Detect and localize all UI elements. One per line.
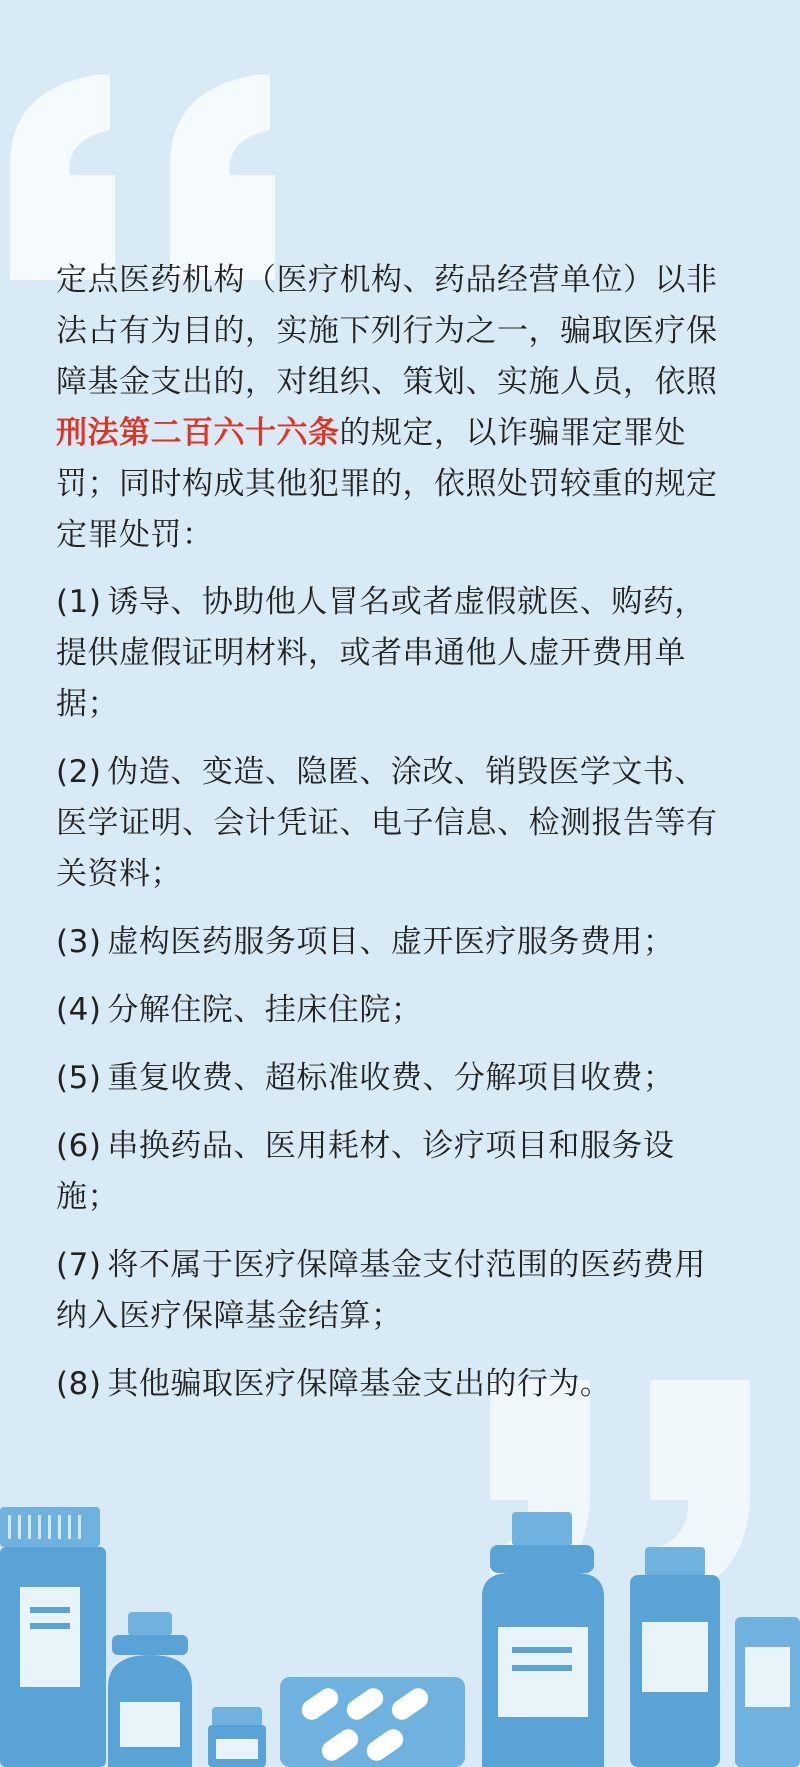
- item-text: 将不属于医疗保障基金支付范围的医药费用纳入医疗保障基金结算；: [56, 1247, 706, 1334]
- intro-paragraph: [56, 255, 736, 561]
- article-body: [56, 255, 736, 1427]
- item-number: (8): [56, 1366, 102, 1402]
- intro-before: 定点医药机构（医疗机构、药品经营单位）以非法占有为目的，实施下列行为之一，骗取医疗保障基金支出的，对组织、策划、实施人员，依照: [56, 262, 718, 400]
- tablet-bottle-icon: [630, 1547, 800, 1767]
- list-item: [56, 1240, 736, 1342]
- item-number: (6): [56, 1128, 102, 1164]
- medicine-bottles-illustration: [0, 1507, 800, 1767]
- list-item: [56, 1359, 736, 1410]
- item-number: (2): [56, 754, 102, 790]
- item-number: (3): [56, 924, 102, 960]
- item-text: 虚构医药服务项目、虚开医疗服务费用；: [107, 924, 675, 960]
- small-bottle-icon: [208, 1707, 266, 1767]
- round-bottle-icon: [108, 1612, 192, 1767]
- item-text: 串换药品、医用耗材、诊疗项目和服务设施；: [56, 1128, 675, 1215]
- pill-bottle-icon: [0, 1507, 106, 1767]
- list-item: [56, 1121, 736, 1223]
- list-item: [56, 747, 736, 900]
- item-number: (7): [56, 1247, 102, 1283]
- blister-pack-icon: [280, 1677, 465, 1767]
- item-number: (4): [56, 992, 102, 1028]
- list-item: [56, 917, 736, 968]
- item-number: (5): [56, 1060, 102, 1096]
- item-text: 重复收费、超标准收费、分解项目收费；: [107, 1060, 675, 1096]
- large-bottle-icon: [482, 1512, 604, 1767]
- item-text: 分解住院、挂床住院；: [107, 992, 423, 1028]
- item-number: (1): [56, 584, 102, 620]
- item-text: 诱导、协助他人冒名或者虚假就医、购药，提供虚假证明材料，或者串通他人虚开费用单据；: [56, 584, 706, 722]
- item-text: 伪造、变造、隐匿、涂改、销毁医学文书、医学证明、会计凭证、电子信息、检测报告等有关资料；: [56, 754, 718, 892]
- law-article-highlight: 刑法第二百六十六条: [56, 415, 340, 451]
- intro-after: 的规定，以诈骗罪定罪处罚；同时构成其他犯罪的，依照处罚较重的规定定罪处罚：: [56, 415, 718, 553]
- open-quote-decoration: [0, 70, 320, 280]
- list-item: [56, 1053, 736, 1104]
- item-text: 其他骗取医疗保障基金支出的行为。: [107, 1366, 612, 1402]
- list-item: [56, 577, 736, 730]
- list-item: [56, 985, 736, 1036]
